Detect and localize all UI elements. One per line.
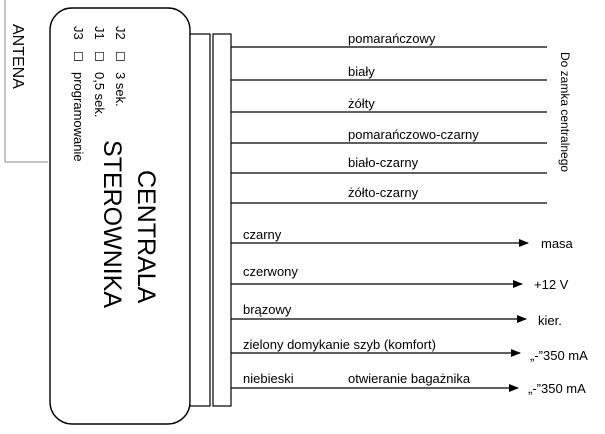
wire-label-black: czarny xyxy=(243,227,282,242)
jumper-j1-checkbox: ☐ xyxy=(92,51,106,62)
jumper-j3-name: J3 xyxy=(71,26,86,40)
controller-title-line1: CENTRALA xyxy=(132,170,160,304)
antenna-label: ANTENA xyxy=(9,24,26,89)
jumper-j3-checkbox: ☐ xyxy=(71,51,85,62)
wire-target-ground: masa xyxy=(541,236,573,251)
jumper-j1-desc: 0,5 sek. xyxy=(92,72,107,118)
wire-label-white-black: biało-czarny xyxy=(348,155,419,170)
wire-label-green: zielony domykanie szyb (komfort) xyxy=(243,337,436,352)
controller-box xyxy=(50,8,190,424)
controller-title-line2: STEROWNIKA xyxy=(98,140,126,309)
wire-label-blue: niebieski xyxy=(243,371,294,386)
lock-group-label: Do zamka centralnego xyxy=(558,52,572,173)
jumper-j2-checkbox: ☐ xyxy=(113,51,127,62)
wire-label-red: czerwony xyxy=(243,264,298,279)
jumper-j3-desc: programowanie xyxy=(71,72,86,162)
connector-strips xyxy=(190,34,231,406)
wire-target-indicator: kier. xyxy=(538,313,562,328)
wire-label-orange-black: pomarańczowo-czarny xyxy=(348,127,479,142)
wire-label-brown: brązowy xyxy=(243,302,292,317)
wire-label-yellow-black: żółto-czarny xyxy=(348,185,419,200)
antenna-block xyxy=(5,0,48,162)
wire-target-blue: „-”350 mA xyxy=(528,381,586,396)
jumper-j2-name: J2 xyxy=(113,26,128,40)
function-wires xyxy=(231,227,588,396)
wire-function-blue: otwieranie bagażnika xyxy=(348,371,471,386)
jumper-j2-desc: 3 sek. xyxy=(113,72,128,107)
wire-target-12v: +12 V xyxy=(534,277,569,292)
lock-wires xyxy=(231,31,572,203)
wire-target-green: „-”350 mA xyxy=(530,348,588,363)
wire-label-white: biały xyxy=(348,64,375,79)
wire-label-yellow: żółty xyxy=(348,96,375,111)
wire-label-orange: pomarańczowy xyxy=(348,31,436,46)
jumper-j1-name: J1 xyxy=(92,26,107,40)
